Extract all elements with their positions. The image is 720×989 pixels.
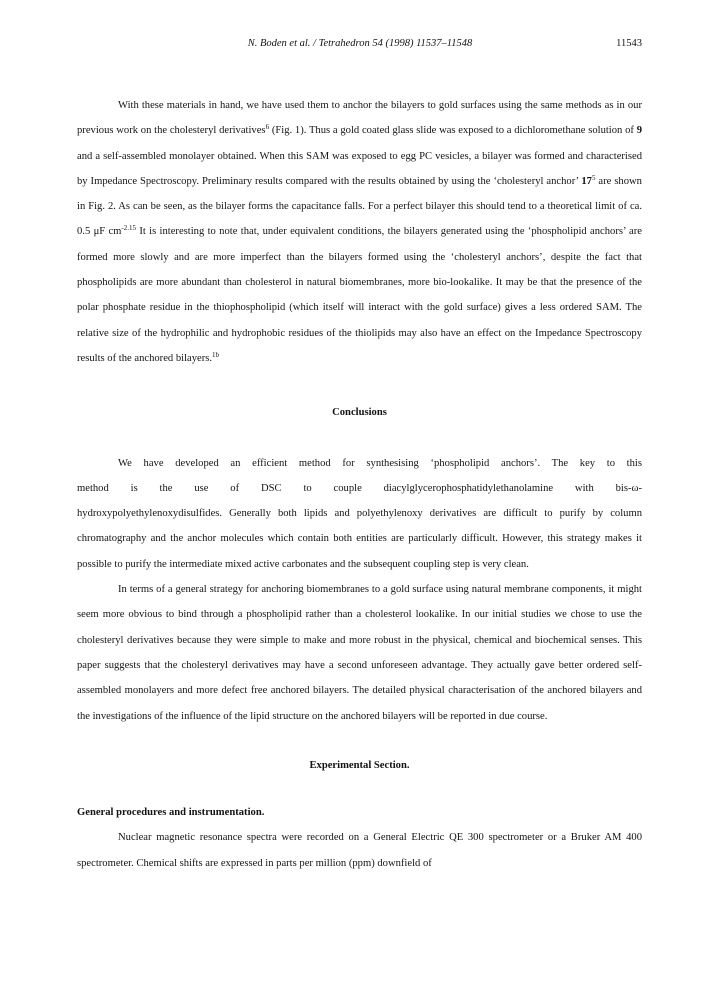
experimental-heading: Experimental Section. [309,759,410,771]
compound-9: 9 [636,125,642,137]
ref-6: 6 [265,123,270,132]
intro-text-2: (Fig. 1). Thus a gold coated glass slide was exposed to a dichloromethane solution of [269,125,637,137]
page-number: 11543 [616,38,642,49]
ref-5: 5 [591,173,596,182]
ref-unit-15: -2.15 [121,224,137,233]
intro-text-5: It is interesting to note that, under equivalent conditions, the bilayers generated using the ‘phospholipid anchors’ are formed more slowly and are more imperfect than the bilayers formed using the ‘cholesteryl anchors’, despite the fact that phospholipids are more abundant than cholesterol in natural biomembranes, more bio-lookalike. It may be that the presence of the polar phosphate residue in the thiophospholipid (which itself will interact with the gold surface) gives a less ordered SAM. The relative size of the hydrophilic and hydrophobic residues of the thiolipids may also have an effect on the Impedance Spectroscopy results of the anchored bilayers. [77,226,642,364]
running-title: N. Boden et al. / Tetrahedron 54 (1998) 11537–11548 [247,38,473,49]
conclusions-p2: In terms of a general strategy for anchoring biomembranes to a gold surface using natural membrane components, it might seem more obvious to bind through a phospholipid rather than a cholesterol lookalike. In our initial studies we chose to use the cholesteryl derivatives because they were simple to make and more robust in the physical, chemical and biochemical senses. This paper suggests that the cholesteryl derivatives may have a second unforeseen advantage. They actually gave better ordered self-assembled monolayers and more defect free anchored bilayers. The detailed physical characterisation of the anchored bilayers and the investigations of the influence of the lipid structure on the anchored bilayers will be reported in due course. [77,584,642,722]
conclusions-p1-rest: hydroxypolyethylenoxydisulfides. Generally both lipids and polyethylenoxy derivatives are difficult to purify by column chromatography and the anchor molecules which contain both entities are particularly difficult. However, this strategy makes it possible to purify the intermediate mixed active carbonates and the subsequent coupling step is very clean. [77,508,642,570]
compound-17: 17 [581,175,592,187]
conclusions-p1-line1: We have developed an efficient method for synthesising ‘phospholipid anchors’. The key to this [118,457,642,469]
intro-text-3: and a self-assembled monolayer obtained. When this SAM was exposed to egg PC vesicles, a bilayer was formed and characterised by Impedance Spectroscopy. Preliminary results compared with the results obtained by using the ‘cholesteryl anchor’ [77,150,642,187]
running-head [0,38,720,54]
intro-text-4: are shown in Fig. 2. As can be seen, as the bilayer forms the capacitance falls. For a perfect bilayer this should tend to a theoretical limit of ca. 0.5 μF cm [77,175,642,238]
intro-text-1: With these materials in hand, we have used them to anchor the bilayers to gold surfaces using the same methods as in our previous work on the cholesteryl derivatives [77,100,642,137]
general-procedures-heading: General procedures and instrumentation. [77,807,265,819]
ref-1b: 1b [212,350,220,359]
conclusions-heading: Conclusions [332,407,387,419]
experimental-p1: Nuclear magnetic resonance spectra were recorded on a General Electric QE 300 spectrometer or a Bruker AM 400 spectrometer. Chemical shifts are expressed in parts per million (ppm) downfield of [77,832,642,869]
conclusions-p1-line2: method is the use of DSC to couple diacylglycerophosphatidylethanolamine with bis-ω- [77,482,642,494]
article-body [77,93,642,876]
intro-paragraph [77,93,642,371]
